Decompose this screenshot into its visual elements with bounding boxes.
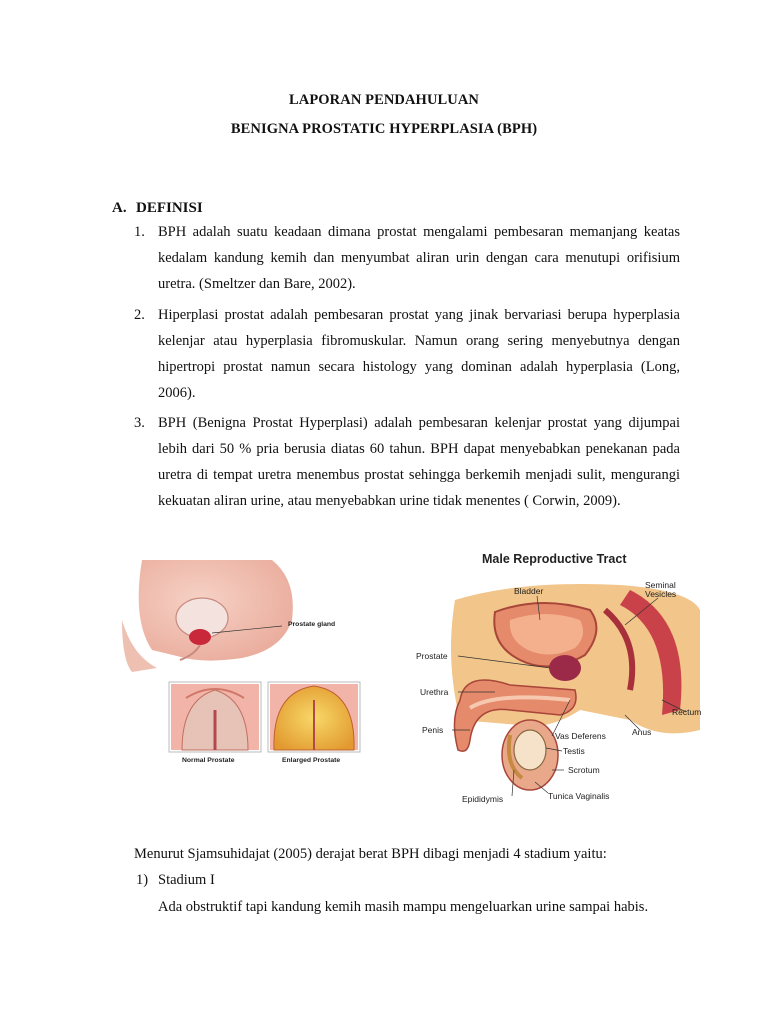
label-penis: Penis [422, 725, 444, 735]
stage-item-1 [136, 872, 215, 889]
label-tunica-vaginalis: Tunica Vaginalis [548, 791, 610, 801]
label-urethra: Urethra [420, 687, 449, 697]
label-testis: Testis [563, 746, 585, 756]
section-title: DEFINISI [136, 200, 203, 216]
label-vas-deferens: Vas Deferens [555, 731, 606, 741]
item-number: 1. [134, 224, 145, 240]
item-text: BPH (Benigna Prostat Hyperplasi) adalah pembesaran kelenjar prostat yang dijumpai lebih dari 50 % pria berusia diatas 60 tahun. BPH dapat menyebabkan penekanan pada uretra di tempat uretra menembus prostat sehingga berkemih menjadi sulit, mengurangi kekuatan aliran urine, atau menyebabkan urine tidak menentes ( Corwin, 2009). [158, 415, 680, 509]
prostate-organ [549, 655, 581, 681]
item-number: 2. [134, 307, 145, 323]
label-prostate: Prostate [416, 651, 448, 661]
section-letter: A. [112, 200, 127, 216]
reproductive-tract-illustration [400, 550, 710, 810]
label-anus: Anus [632, 727, 652, 737]
label-vesicles: Vesicles [645, 589, 677, 599]
stage-description: Ada obstruktif tapi kandung kemih masih mampu mengeluarkan urine sampai habis. [158, 899, 649, 915]
figure-title: Male Reproductive Tract [482, 552, 627, 566]
document-subtitle: BENIGNA PROSTATIC HYPERPLASIA (BPH) [230, 121, 538, 137]
prostate-gland-shape [189, 629, 211, 645]
caption-enlarged-prostate: Enlarged Prostate [282, 757, 341, 764]
item-text: Hiperplasi prostat adalah pembesaran prostat yang jinak bervariasi berupa hyperplasia kelenjar atau hyperplasia fibromuskular. Namun orang sering menyebutnya dengan hipertropi prostat namun secara histology yang dominan adalah hyperplasia (Long, 2006). [158, 307, 680, 401]
label-rectum: Rectum [672, 707, 702, 717]
testis-organ [514, 730, 546, 770]
stage-label: Stadium I [158, 872, 215, 888]
label-seminal: Seminal [645, 580, 676, 590]
prostate-illustration-svg [122, 560, 384, 775]
section-heading [112, 200, 203, 217]
label-prostate-gland: Prostate gland [288, 621, 336, 628]
label-bladder: Bladder [514, 586, 544, 596]
prostate-illustration [122, 560, 384, 775]
stages-intro: Menurut Sjamsuhidajat (2005) derajat berat BPH dibagi menjadi 4 stadium yaitu: [134, 846, 607, 862]
label-epididymis: Epididymis [462, 794, 504, 804]
item-number: 3. [134, 415, 145, 431]
item-text: BPH adalah suatu keadaan dimana prostat mengalami pembesaran memanjang keatas kedalam kandung kemih dan menyumbat aliran urin dengan cara menutupi orifisium uretra. (Smeltzer dan Bare, 2002). [158, 224, 680, 292]
document-title: LAPORAN PENDAHULUAN [289, 92, 479, 108]
label-scrotum: Scrotum [568, 765, 600, 775]
stage-number: 1) [136, 872, 149, 888]
caption-normal-prostate: Normal Prostate [182, 757, 235, 764]
